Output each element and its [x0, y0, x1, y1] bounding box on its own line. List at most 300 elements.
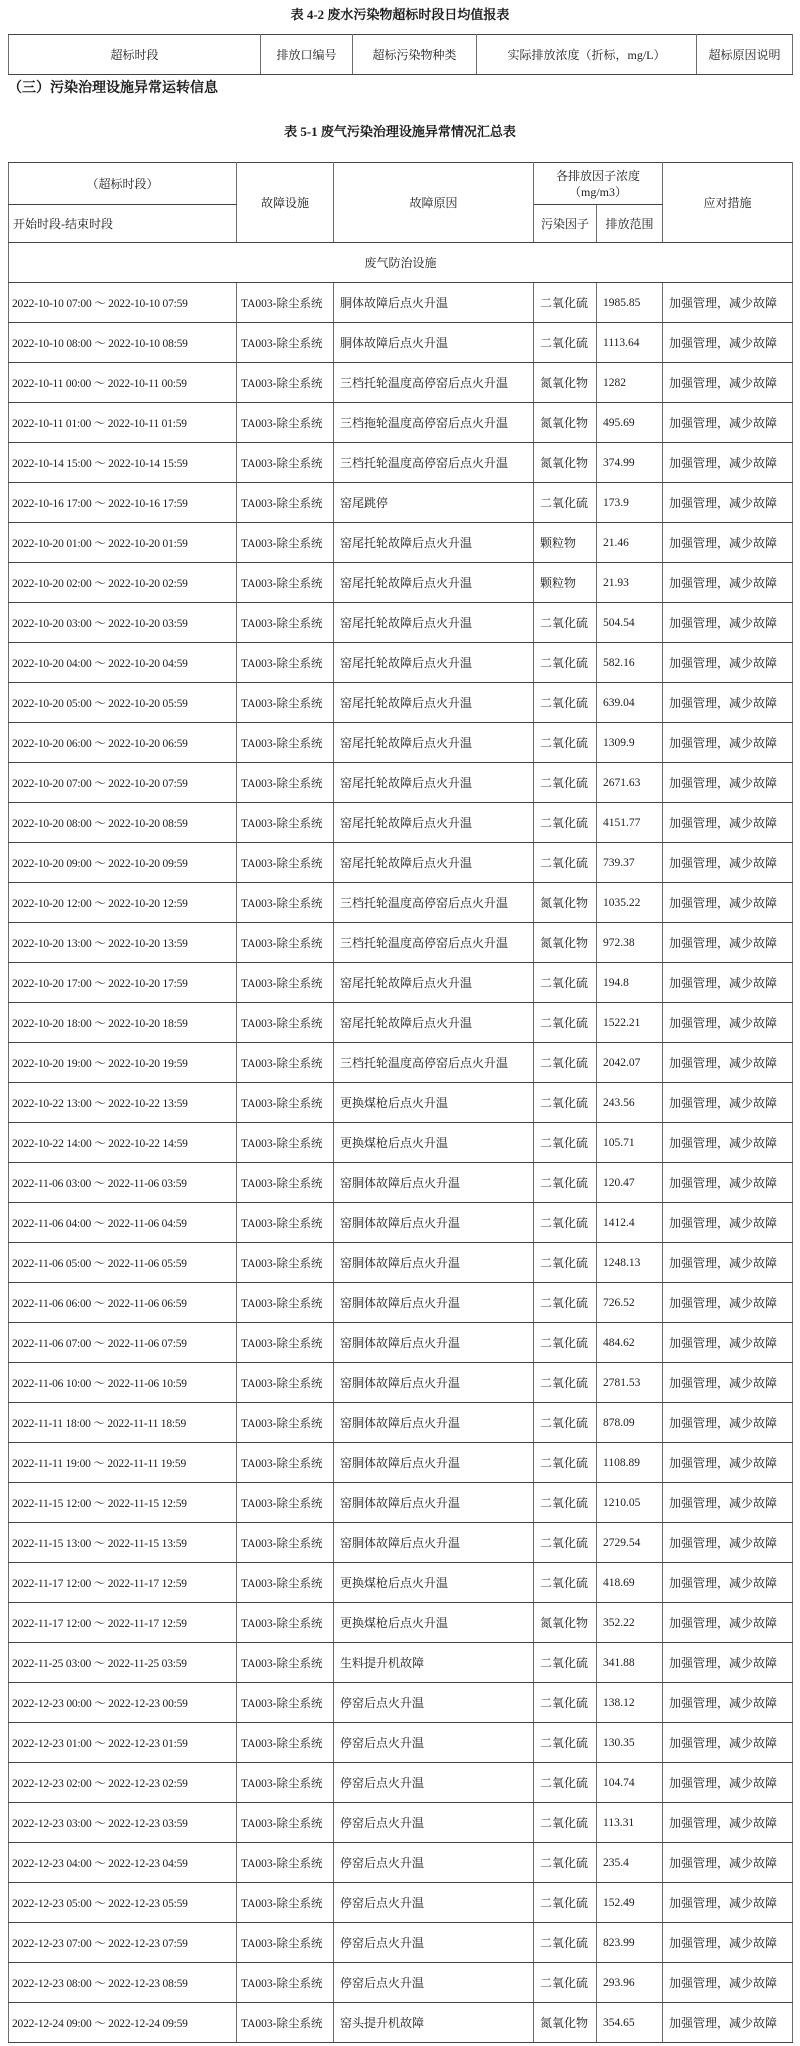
- table-row: [9, 443, 793, 483]
- header-factor-concentration-line1: 各排放因子浓度: [556, 168, 641, 183]
- cell-fault-facility: TA003-除尘系统: [237, 1763, 334, 1803]
- cell-fault-reason: 三档托轮温度高停窑后点火升温: [334, 443, 534, 483]
- header-exceed-period-paren: （超标时段）: [9, 163, 237, 205]
- cell-time-range: 2022-12-23 04:00 ～ 2022-12-23 04:59: [9, 1843, 237, 1883]
- table-row: [9, 1723, 793, 1763]
- cell-time-range: 2022-10-20 08:00 ～ 2022-10-20 08:59: [9, 803, 237, 843]
- cell-response-measure: 加强管理，减少故障: [663, 1283, 793, 1323]
- cell-response-measure: 加强管理，减少故障: [663, 1723, 793, 1763]
- cell-response-measure: 加强管理，减少故障: [663, 803, 793, 843]
- cell-emission-range: 1522.21: [597, 1003, 663, 1043]
- cell-fault-reason: 更换煤枪后点火升温: [334, 1563, 534, 1603]
- cell-time-range: 2022-11-17 12:00 ～ 2022-11-17 12:59: [9, 1603, 237, 1643]
- table-row: [9, 1083, 793, 1123]
- table-row: [9, 723, 793, 763]
- table-row: [9, 1043, 793, 1083]
- cell-time-range: 2022-11-06 03:00 ～ 2022-11-06 03:59: [9, 1163, 237, 1203]
- cell-time-range: 2022-12-23 00:00 ～ 2022-12-23 00:59: [9, 1683, 237, 1723]
- cell-fault-reason: 停窑后点火升温: [334, 1723, 534, 1763]
- cell-time-range: 2022-10-10 07:00 ～ 2022-10-10 07:59: [9, 283, 237, 323]
- table-row: [9, 483, 793, 523]
- cell-time-range: 2022-10-22 13:00 ～ 2022-10-22 13:59: [9, 1083, 237, 1123]
- cell-pollutant-factor: 氮氧化物: [534, 883, 597, 923]
- cell-emission-range: 1210.05: [597, 1483, 663, 1523]
- cell-pollutant-factor: 二氧化硫: [534, 1043, 597, 1083]
- cell-emission-range: 418.69: [597, 1563, 663, 1603]
- cell-fault-facility: TA003-除尘系统: [237, 843, 334, 883]
- cell-emission-range: 235.4: [597, 1843, 663, 1883]
- section-row-label: 废气防治设施: [9, 243, 793, 283]
- cell-pollutant-factor: 二氧化硫: [534, 283, 597, 323]
- cell-emission-range: 173.9: [597, 483, 663, 523]
- cell-fault-reason: 窑尾托轮故障后点火升温: [334, 843, 534, 883]
- cell-pollutant-factor: 二氧化硫: [534, 1363, 597, 1403]
- cell-fault-reason: 窑尾托轮故障后点火升温: [334, 963, 534, 1003]
- header-factor-concentration-group: [534, 163, 663, 205]
- cell-response-measure: 加强管理，减少故障: [663, 283, 793, 323]
- cell-pollutant-factor: 二氧化硫: [534, 1123, 597, 1163]
- header-emission-range: 排放范围: [597, 205, 663, 243]
- cell-time-range: 2022-11-06 04:00 ～ 2022-11-06 04:59: [9, 1203, 237, 1243]
- table-row: [9, 1963, 793, 2003]
- cell-pollutant-factor: 二氧化硫: [534, 1083, 597, 1123]
- cell-response-measure: 加强管理，减少故障: [663, 683, 793, 723]
- cell-pollutant-factor: 二氧化硫: [534, 1843, 597, 1883]
- header-fault-facility: 故障设施: [237, 163, 334, 243]
- cell-pollutant-factor: 二氧化硫: [534, 723, 597, 763]
- cell-pollutant-factor: 二氧化硫: [534, 1483, 597, 1523]
- cell-fault-facility: TA003-除尘系统: [237, 1083, 334, 1123]
- cell-response-measure: 加强管理，减少故障: [663, 1043, 793, 1083]
- cell-response-measure: 加强管理，减少故障: [663, 1163, 793, 1203]
- cell-fault-reason: 更换煤枪后点火升温: [334, 1603, 534, 1643]
- cell-fault-reason: 窑胴体故障后点火升温: [334, 1283, 534, 1323]
- table-row: [9, 1763, 793, 1803]
- cell-fault-facility: TA003-除尘系统: [237, 1483, 334, 1523]
- cell-response-measure: 加强管理，减少故障: [663, 963, 793, 1003]
- cell-pollutant-factor: 二氧化硫: [534, 1403, 597, 1443]
- cell-time-range: 2022-12-23 01:00 ～ 2022-12-23 01:59: [9, 1723, 237, 1763]
- cell-fault-facility: TA003-除尘系统: [237, 1123, 334, 1163]
- cell-emission-range: 352.22: [597, 1603, 663, 1643]
- cell-fault-reason: 窑胴体故障后点火升温: [334, 1443, 534, 1483]
- cell-time-range: 2022-12-23 05:00 ～ 2022-12-23 05:59: [9, 1883, 237, 1923]
- table-row: [9, 1363, 793, 1403]
- table-row: [9, 923, 793, 963]
- cell-pollutant-factor: 氮氧化物: [534, 403, 597, 443]
- cell-fault-facility: TA003-除尘系统: [237, 363, 334, 403]
- cell-fault-reason: 生料提升机故障: [334, 1643, 534, 1683]
- header-actual-concentration: 实际排放浓度（折标，mg/L）: [477, 35, 697, 75]
- cell-fault-facility: TA003-除尘系统: [237, 1963, 334, 2003]
- cell-response-measure: 加强管理，减少故障: [663, 523, 793, 563]
- cell-fault-facility: TA003-除尘系统: [237, 1403, 334, 1443]
- header-factor-concentration-unit: （mg/m3）: [569, 184, 628, 199]
- cell-response-measure: 加强管理，减少故障: [663, 1883, 793, 1923]
- cell-emission-range: 504.54: [597, 603, 663, 643]
- cell-pollutant-factor: 氮氧化物: [534, 363, 597, 403]
- cell-time-range: 2022-11-06 07:00 ～ 2022-11-06 07:59: [9, 1323, 237, 1363]
- cell-emission-range: 484.62: [597, 1323, 663, 1363]
- cell-fault-reason: 更换煤枪后点火升温: [334, 1083, 534, 1123]
- cell-fault-facility: TA003-除尘系统: [237, 403, 334, 443]
- cell-pollutant-factor: 二氧化硫: [534, 483, 597, 523]
- cell-fault-facility: TA003-除尘系统: [237, 1003, 334, 1043]
- cell-time-range: 2022-12-24 09:00 ～ 2022-12-24 09:59: [9, 2003, 237, 2043]
- header-exceed-reason: 超标原因说明: [697, 35, 793, 75]
- cell-emission-range: 2781.53: [597, 1363, 663, 1403]
- cell-fault-reason: 胴体故障后点火升温: [334, 283, 534, 323]
- cell-fault-reason: 窑尾托轮故障后点火升温: [334, 523, 534, 563]
- cell-fault-facility: TA003-除尘系统: [237, 803, 334, 843]
- cell-fault-reason: 三档托轮温度高停窑后点火升温: [334, 363, 534, 403]
- cell-pollutant-factor: 氮氧化物: [534, 2003, 597, 2043]
- cell-response-measure: 加强管理，减少故障: [663, 763, 793, 803]
- cell-emission-range: 138.12: [597, 1683, 663, 1723]
- cell-emission-range: 2042.07: [597, 1043, 663, 1083]
- table-row: [9, 1563, 793, 1603]
- cell-fault-facility: TA003-除尘系统: [237, 323, 334, 363]
- cell-fault-facility: TA003-除尘系统: [237, 1443, 334, 1483]
- cell-emission-range: 1248.13: [597, 1243, 663, 1283]
- cell-time-range: 2022-12-23 02:00 ～ 2022-12-23 02:59: [9, 1763, 237, 1803]
- cell-emission-range: 1282: [597, 363, 663, 403]
- table-5-1-header: [9, 163, 793, 243]
- cell-response-measure: 加强管理，减少故障: [663, 1603, 793, 1643]
- cell-fault-facility: TA003-除尘系统: [237, 523, 334, 563]
- cell-pollutant-factor: 二氧化硫: [534, 1163, 597, 1203]
- table-row: [9, 1003, 793, 1043]
- cell-time-range: 2022-12-23 07:00 ～ 2022-12-23 07:59: [9, 1923, 237, 1963]
- table-row: [9, 1603, 793, 1643]
- cell-fault-reason: 窑头提升机故障: [334, 2003, 534, 2043]
- cell-fault-reason: 窑尾托轮故障后点火升温: [334, 1003, 534, 1043]
- cell-pollutant-factor: 二氧化硫: [534, 963, 597, 1003]
- cell-fault-reason: 窑尾托轮故障后点火升温: [334, 763, 534, 803]
- cell-response-measure: 加强管理，减少故障: [663, 1443, 793, 1483]
- cell-fault-reason: 窑尾托轮故障后点火升温: [334, 603, 534, 643]
- table-row: [9, 1203, 793, 1243]
- cell-pollutant-factor: 二氧化硫: [534, 803, 597, 843]
- cell-time-range: 2022-10-20 17:00 ～ 2022-10-20 17:59: [9, 963, 237, 1003]
- cell-response-measure: 加强管理，减少故障: [663, 723, 793, 763]
- cell-response-measure: 加强管理，减少故障: [663, 843, 793, 883]
- cell-fault-facility: TA003-除尘系统: [237, 1283, 334, 1323]
- cell-time-range: 2022-11-06 05:00 ～ 2022-11-06 05:59: [9, 1243, 237, 1283]
- cell-emission-range: 120.47: [597, 1163, 663, 1203]
- table-5-1-title: 表 5-1 废气污染治理设施异常情况汇总表: [284, 124, 516, 139]
- cell-emission-range: 726.52: [597, 1283, 663, 1323]
- cell-pollutant-factor: 氮氧化物: [534, 1603, 597, 1643]
- table-row: [9, 323, 793, 363]
- cell-fault-facility: TA003-除尘系统: [237, 1323, 334, 1363]
- cell-fault-reason: 窑尾托轮故障后点火升温: [334, 723, 534, 763]
- table-row: [9, 1803, 793, 1843]
- cell-response-measure: 加强管理，减少故障: [663, 603, 793, 643]
- cell-response-measure: 加强管理，减少故障: [663, 1483, 793, 1523]
- cell-time-range: 2022-11-11 18:00 ～ 2022-11-11 18:59: [9, 1403, 237, 1443]
- cell-pollutant-factor: 二氧化硫: [534, 1243, 597, 1283]
- cell-pollutant-factor: 氮氧化物: [534, 923, 597, 963]
- table-row: [9, 1683, 793, 1723]
- table-row: [9, 843, 793, 883]
- header-pollutant-factor: 污染因子: [534, 205, 597, 243]
- cell-fault-reason: 三档托轮温度高停窑后点火升温: [334, 883, 534, 923]
- table-row: [9, 1323, 793, 1363]
- cell-pollutant-factor: 二氧化硫: [534, 843, 597, 883]
- cell-response-measure: 加强管理，减少故障: [663, 563, 793, 603]
- cell-time-range: 2022-11-06 06:00 ～ 2022-11-06 06:59: [9, 1283, 237, 1323]
- cell-emission-range: 113.31: [597, 1803, 663, 1843]
- cell-pollutant-factor: 二氧化硫: [534, 683, 597, 723]
- cell-emission-range: 1035.22: [597, 883, 663, 923]
- cell-emission-range: 130.35: [597, 1723, 663, 1763]
- table-row: [9, 1923, 793, 1963]
- cell-emission-range: 495.69: [597, 403, 663, 443]
- cell-response-measure: 加强管理，减少故障: [663, 1923, 793, 1963]
- table-row: [9, 2003, 793, 2043]
- cell-response-measure: 加强管理，减少故障: [663, 1523, 793, 1563]
- cell-time-range: 2022-10-20 13:00 ～ 2022-10-20 13:59: [9, 923, 237, 963]
- cell-fault-reason: 三档托轮温度高停窑后点火升温: [334, 923, 534, 963]
- table-4-2-title: 表 4-2 废水污染物超标时段日均值报表: [290, 7, 510, 22]
- cell-emission-range: 104.74: [597, 1763, 663, 1803]
- table-row: [9, 963, 793, 1003]
- table-row: [9, 1243, 793, 1283]
- cell-pollutant-factor: 二氧化硫: [534, 1003, 597, 1043]
- cell-fault-facility: TA003-除尘系统: [237, 1683, 334, 1723]
- cell-response-measure: 加强管理，减少故障: [663, 1323, 793, 1363]
- table-row: [9, 1523, 793, 1563]
- cell-time-range: 2022-10-20 12:00 ～ 2022-10-20 12:59: [9, 883, 237, 923]
- cell-fault-facility: TA003-除尘系统: [237, 443, 334, 483]
- cell-fault-reason: 窑尾托轮故障后点火升温: [334, 643, 534, 683]
- table-row: [9, 883, 793, 923]
- cell-pollutant-factor: 二氧化硫: [534, 1963, 597, 2003]
- cell-fault-facility: TA003-除尘系统: [237, 1243, 334, 1283]
- cell-fault-facility: TA003-除尘系统: [237, 683, 334, 723]
- table-row: [9, 1643, 793, 1683]
- cell-emission-range: 2729.54: [597, 1523, 663, 1563]
- table-4-2: [8, 34, 793, 75]
- table-row: [9, 1843, 793, 1883]
- header-fault-reason: 故障原因: [334, 163, 534, 243]
- cell-emission-range: 1113.64: [597, 323, 663, 363]
- cell-emission-range: 878.09: [597, 1403, 663, 1443]
- cell-time-range: 2022-10-10 08:00 ～ 2022-10-10 08:59: [9, 323, 237, 363]
- table-row: [9, 1483, 793, 1523]
- header-exceed-period: 超标时段: [9, 35, 261, 75]
- cell-pollutant-factor: 二氧化硫: [534, 1763, 597, 1803]
- cell-pollutant-factor: 颗粒物: [534, 523, 597, 563]
- table-row: [9, 563, 793, 603]
- cell-time-range: 2022-10-20 02:00 ～ 2022-10-20 02:59: [9, 563, 237, 603]
- cell-response-measure: 加强管理，减少故障: [663, 1403, 793, 1443]
- table-row: [9, 523, 793, 563]
- cell-time-range: 2022-10-20 07:00 ～ 2022-10-20 07:59: [9, 763, 237, 803]
- cell-emission-range: 152.49: [597, 1883, 663, 1923]
- cell-pollutant-factor: 二氧化硫: [534, 1203, 597, 1243]
- cell-response-measure: 加强管理，减少故障: [663, 443, 793, 483]
- table-row: [9, 1163, 793, 1203]
- cell-response-measure: 加强管理，减少故障: [663, 1563, 793, 1603]
- cell-response-measure: 加强管理，减少故障: [663, 643, 793, 683]
- table-row: [9, 803, 793, 843]
- table-row: [9, 763, 793, 803]
- cell-fault-reason: 停窑后点火升温: [334, 1763, 534, 1803]
- cell-fault-reason: 窑胴体故障后点火升温: [334, 1523, 534, 1563]
- cell-fault-facility: TA003-除尘系统: [237, 603, 334, 643]
- cell-pollutant-factor: 二氧化硫: [534, 323, 597, 363]
- section-row: [9, 243, 793, 283]
- cell-emission-range: 21.93: [597, 563, 663, 603]
- cell-pollutant-factor: 氮氧化物: [534, 443, 597, 483]
- cell-pollutant-factor: 二氧化硫: [534, 1323, 597, 1363]
- cell-fault-facility: TA003-除尘系统: [237, 1563, 334, 1603]
- header-start-end-period: 开始时段-结束时段: [9, 205, 237, 243]
- cell-fault-facility: TA003-除尘系统: [237, 1203, 334, 1243]
- cell-fault-reason: 窑胴体故障后点火升温: [334, 1483, 534, 1523]
- cell-fault-facility: TA003-除尘系统: [237, 1723, 334, 1763]
- cell-pollutant-factor: 二氧化硫: [534, 1443, 597, 1483]
- cell-fault-reason: 停窑后点火升温: [334, 1883, 534, 1923]
- cell-emission-range: 1108.89: [597, 1443, 663, 1483]
- table-row: [9, 363, 793, 403]
- cell-emission-range: 739.37: [597, 843, 663, 883]
- cell-fault-reason: 三档托轮温度高停窑后点火升温: [334, 1043, 534, 1083]
- table-5-1: [8, 162, 793, 2043]
- cell-emission-range: 639.04: [597, 683, 663, 723]
- cell-fault-facility: TA003-除尘系统: [237, 1843, 334, 1883]
- cell-time-range: 2022-10-20 09:00 ～ 2022-10-20 09:59: [9, 843, 237, 883]
- header-pollutant-type: 超标污染物种类: [353, 35, 477, 75]
- cell-response-measure: 加强管理，减少故障: [663, 923, 793, 963]
- cell-response-measure: 加强管理，减少故障: [663, 2003, 793, 2043]
- cell-fault-reason: 停窑后点火升温: [334, 1803, 534, 1843]
- table-row: [9, 1443, 793, 1483]
- cell-response-measure: 加强管理，减少故障: [663, 1643, 793, 1683]
- cell-fault-reason: 窑胴体故障后点火升温: [334, 1163, 534, 1203]
- cell-fault-facility: TA003-除尘系统: [237, 563, 334, 603]
- cell-fault-reason: 停窑后点火升温: [334, 1923, 534, 1963]
- cell-pollutant-factor: 二氧化硫: [534, 763, 597, 803]
- cell-emission-range: 972.38: [597, 923, 663, 963]
- cell-emission-range: 194.8: [597, 963, 663, 1003]
- cell-fault-facility: TA003-除尘系统: [237, 283, 334, 323]
- header-response-measure: 应对措施: [663, 163, 793, 243]
- cell-time-range: 2022-10-11 00:00 ～ 2022-10-11 00:59: [9, 363, 237, 403]
- cell-pollutant-factor: 二氧化硫: [534, 1523, 597, 1563]
- cell-emission-range: 582.16: [597, 643, 663, 683]
- cell-fault-facility: TA003-除尘系统: [237, 1643, 334, 1683]
- cell-emission-range: 2671.63: [597, 763, 663, 803]
- table-row: [9, 683, 793, 723]
- table-row: [9, 1403, 793, 1443]
- table-row: [9, 1123, 793, 1163]
- cell-fault-facility: TA003-除尘系统: [237, 643, 334, 683]
- cell-fault-facility: TA003-除尘系统: [237, 1363, 334, 1403]
- cell-pollutant-factor: 二氧化硫: [534, 1643, 597, 1683]
- cell-fault-reason: 窑胴体故障后点火升温: [334, 1403, 534, 1443]
- cell-fault-facility: TA003-除尘系统: [237, 883, 334, 923]
- cell-response-measure: 加强管理，减少故障: [663, 1683, 793, 1723]
- cell-time-range: 2022-10-20 05:00 ～ 2022-10-20 05:59: [9, 683, 237, 723]
- cell-fault-facility: TA003-除尘系统: [237, 1163, 334, 1203]
- cell-fault-reason: 三档拖轮温度高停窑后点火升温: [334, 403, 534, 443]
- cell-fault-facility: TA003-除尘系统: [237, 1923, 334, 1963]
- cell-emission-range: 354.65: [597, 2003, 663, 2043]
- cell-pollutant-factor: 颗粒物: [534, 563, 597, 603]
- cell-time-range: 2022-12-23 03:00 ～ 2022-12-23 03:59: [9, 1803, 237, 1843]
- cell-fault-facility: TA003-除尘系统: [237, 1803, 334, 1843]
- cell-time-range: 2022-10-20 18:00 ～ 2022-10-20 18:59: [9, 1003, 237, 1043]
- cell-time-range: 2022-11-06 10:00 ～ 2022-11-06 10:59: [9, 1363, 237, 1403]
- cell-emission-range: 105.71: [597, 1123, 663, 1163]
- cell-response-measure: 加强管理，减少故障: [663, 1003, 793, 1043]
- cell-fault-reason: 更换煤枪后点火升温: [334, 1123, 534, 1163]
- cell-pollutant-factor: 二氧化硫: [534, 1563, 597, 1603]
- cell-time-range: 2022-10-20 06:00 ～ 2022-10-20 06:59: [9, 723, 237, 763]
- cell-response-measure: 加强管理，减少故障: [663, 883, 793, 923]
- cell-fault-facility: TA003-除尘系统: [237, 763, 334, 803]
- cell-fault-reason: 窑尾跳停: [334, 483, 534, 523]
- cell-pollutant-factor: 二氧化硫: [534, 1723, 597, 1763]
- cell-time-range: 2022-10-22 14:00 ～ 2022-10-22 14:59: [9, 1123, 237, 1163]
- cell-response-measure: 加强管理，减少故障: [663, 1243, 793, 1283]
- cell-fault-reason: 窑胴体故障后点火升温: [334, 1363, 534, 1403]
- cell-fault-facility: TA003-除尘系统: [237, 2003, 334, 2043]
- cell-fault-reason: 窑胴体故障后点火升温: [334, 1243, 534, 1283]
- cell-pollutant-factor: 二氧化硫: [534, 603, 597, 643]
- cell-emission-range: 1985.85: [597, 283, 663, 323]
- cell-response-measure: 加强管理，减少故障: [663, 403, 793, 443]
- cell-fault-reason: 窑尾托轮故障后点火升温: [334, 683, 534, 723]
- cell-pollutant-factor: 二氧化硫: [534, 1923, 597, 1963]
- cell-response-measure: 加强管理，减少故障: [663, 1123, 793, 1163]
- cell-time-range: 2022-11-25 03:00 ～ 2022-11-25 03:59: [9, 1643, 237, 1683]
- header-row-top: [9, 163, 793, 205]
- cell-fault-facility: TA003-除尘系统: [237, 923, 334, 963]
- cell-time-range: 2022-10-20 19:00 ～ 2022-10-20 19:59: [9, 1043, 237, 1083]
- table-5-1-body: [9, 243, 793, 2043]
- cell-pollutant-factor: 二氧化硫: [534, 1283, 597, 1323]
- table-row: [9, 283, 793, 323]
- cell-response-measure: 加强管理，减少故障: [663, 1963, 793, 2003]
- cell-fault-reason: 胴体故障后点火升温: [334, 323, 534, 363]
- header-outlet-number: 排放口编号: [261, 35, 353, 75]
- cell-fault-facility: TA003-除尘系统: [237, 483, 334, 523]
- cell-fault-reason: 停窑后点火升温: [334, 1963, 534, 2003]
- cell-pollutant-factor: 二氧化硫: [534, 1803, 597, 1843]
- cell-fault-reason: 停窑后点火升温: [334, 1683, 534, 1723]
- cell-fault-reason: 窑尾托轮故障后点火升温: [334, 563, 534, 603]
- cell-time-range: 2022-12-23 08:00 ～ 2022-12-23 08:59: [9, 1963, 237, 2003]
- cell-fault-facility: TA003-除尘系统: [237, 723, 334, 763]
- cell-response-measure: 加强管理，减少故障: [663, 483, 793, 523]
- cell-time-range: 2022-10-14 15:00 ～ 2022-10-14 15:59: [9, 443, 237, 483]
- cell-fault-reason: 窑胴体故障后点火升温: [334, 1323, 534, 1363]
- cell-response-measure: 加强管理，减少故障: [663, 1803, 793, 1843]
- cell-fault-reason: 窑尾托轮故障后点火升温: [334, 803, 534, 843]
- cell-response-measure: 加强管理，减少故障: [663, 1843, 793, 1883]
- cell-emission-range: 1412.4: [597, 1203, 663, 1243]
- cell-time-range: 2022-11-17 12:00 ～ 2022-11-17 12:59: [9, 1563, 237, 1603]
- table-row: [9, 403, 793, 443]
- cell-pollutant-factor: 二氧化硫: [534, 643, 597, 683]
- cell-emission-range: 341.88: [597, 1643, 663, 1683]
- cell-response-measure: 加强管理，减少故障: [663, 363, 793, 403]
- cell-pollutant-factor: 二氧化硫: [534, 1883, 597, 1923]
